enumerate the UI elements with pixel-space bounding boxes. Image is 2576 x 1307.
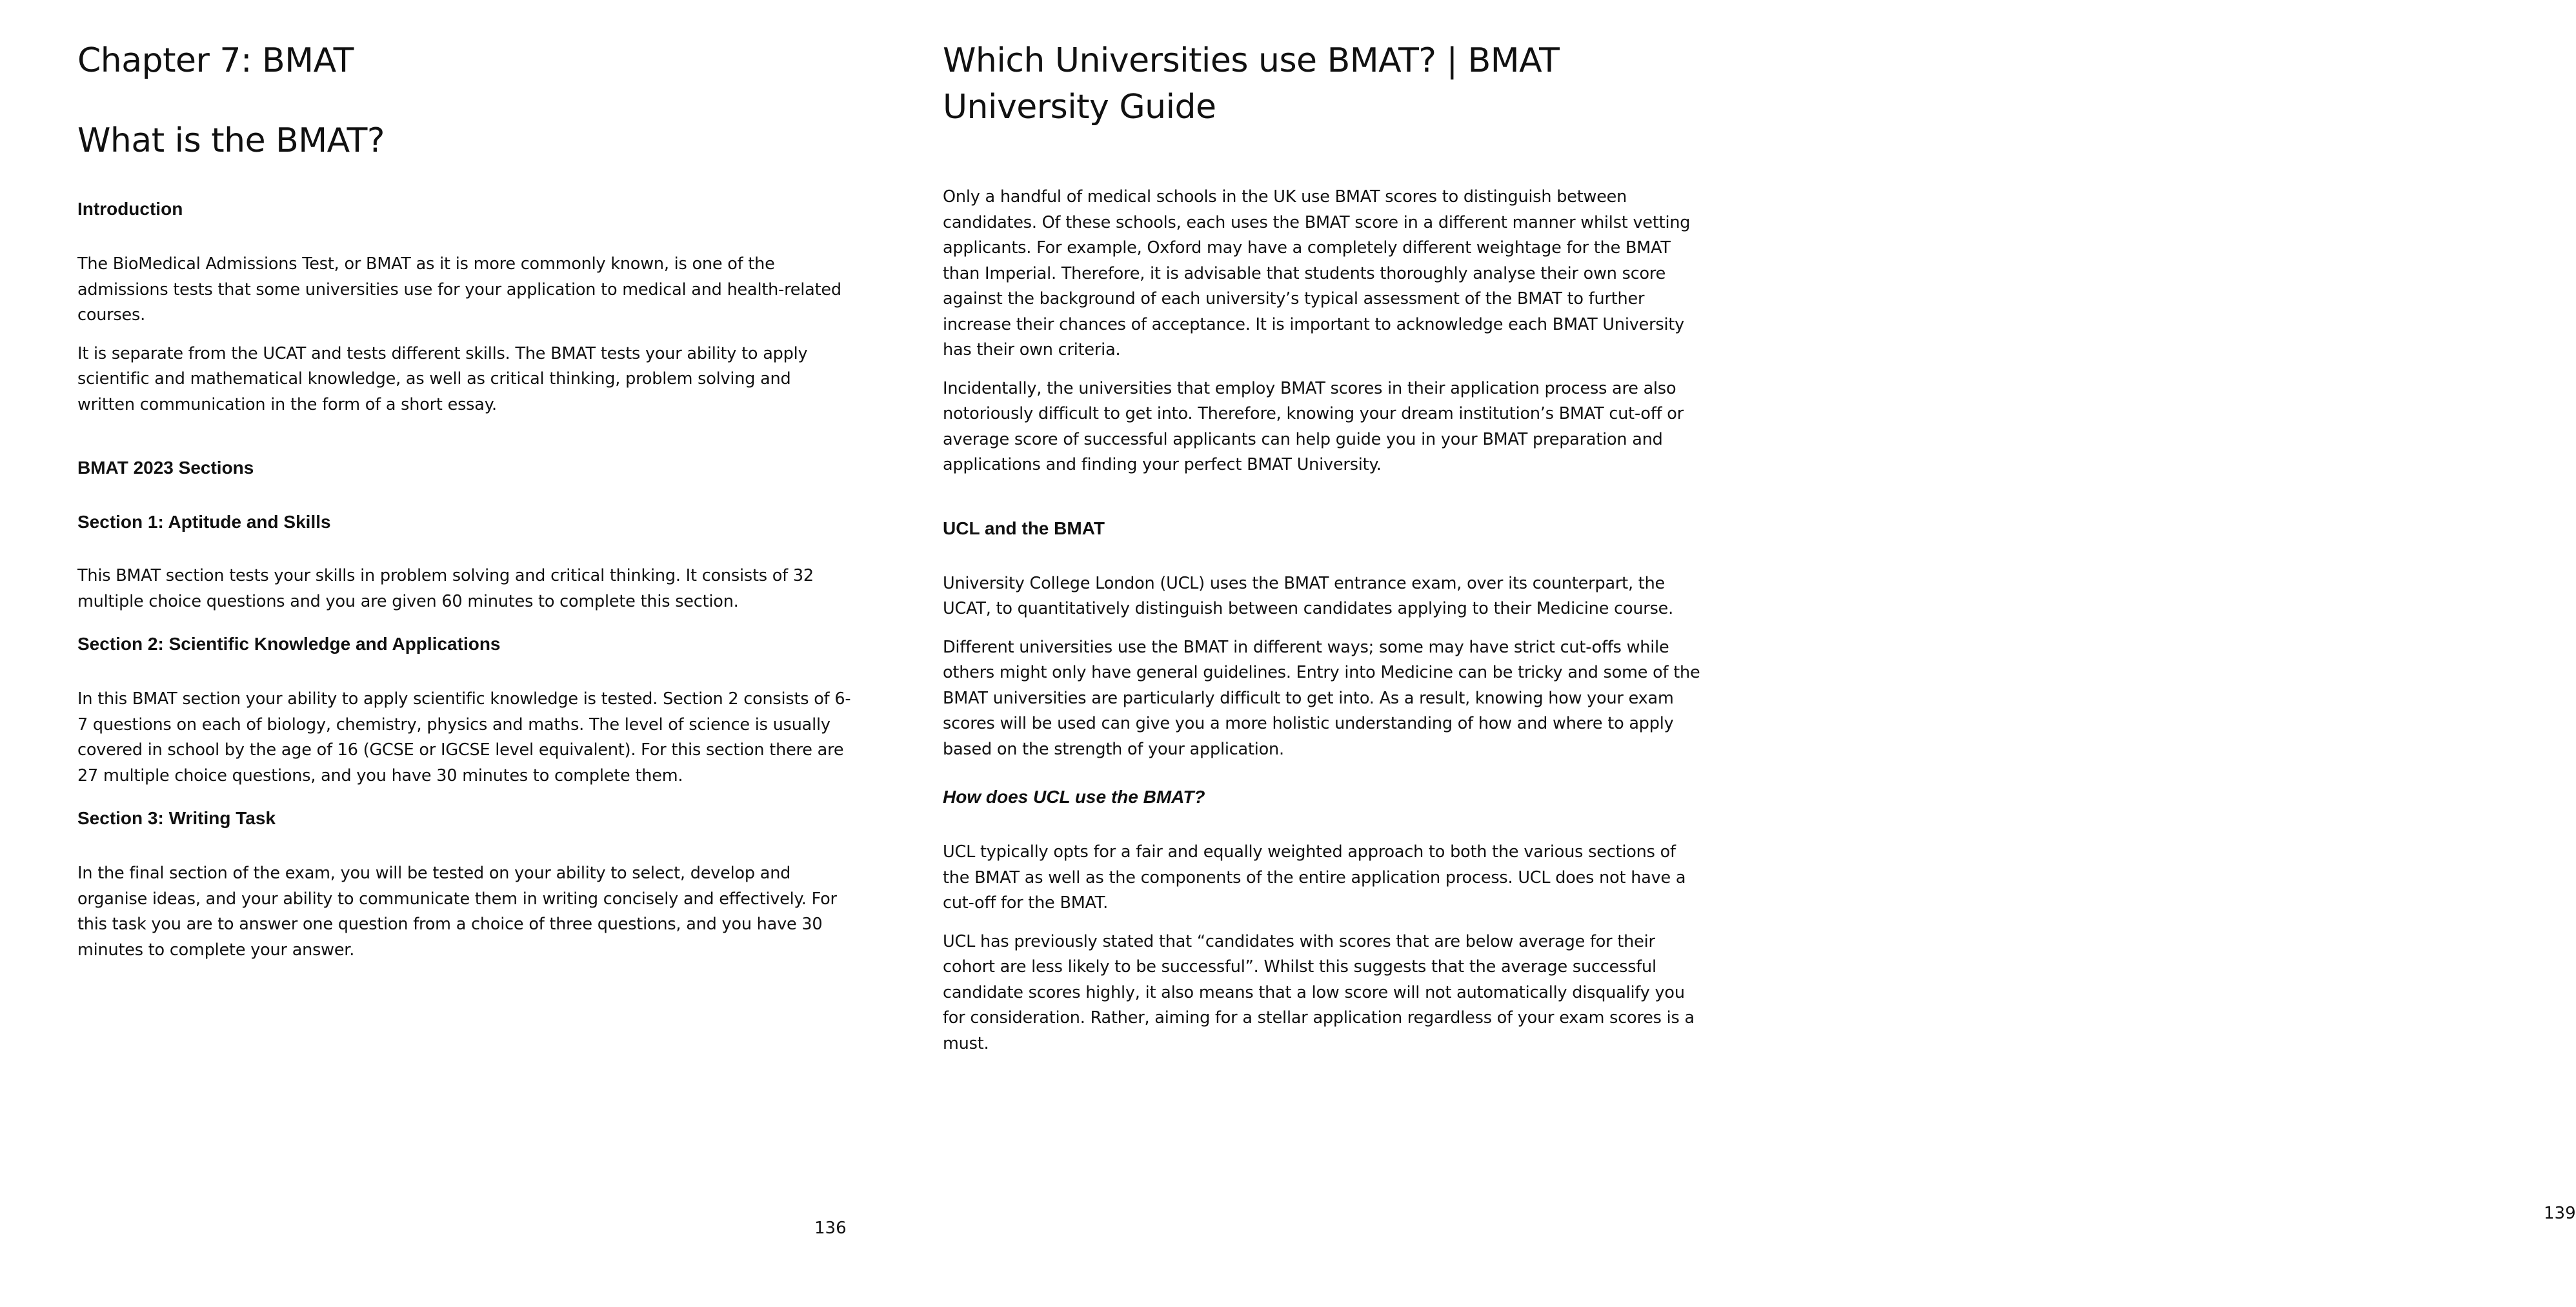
page-title: Which Universities use BMAT? | BMAT University Guide xyxy=(943,41,1560,127)
sections-heading: BMAT 2023 Sections xyxy=(77,458,254,478)
section-2-text: In this BMAT section your ability to apply scientific knowledge is tested. Section 2 consists of 6-7 questions on each of biology, chemistry, physics and maths. The level of science is usually covered in school by the age of 16 (GCSE or IGCSE level equivalent). For this section there are 27 multiple choice questions, and you have 30 minutes to complete them. xyxy=(77,689,851,785)
introduction-heading: Introduction xyxy=(77,199,183,219)
ucl-sub-paragraph: UCL has previously stated that “candidates with scores that are below average for their cohort are less likely to be successful”. Whilst this suggests that the average successful candidate scores highly, it also means that a low score will not automatically disqualify you for consideration. Rather, aiming for a stellar application regardless of your exam scores is a must. xyxy=(943,931,1695,1053)
section-1-heading: Section 1: Aptitude and Skills xyxy=(77,512,331,532)
left-page xyxy=(0,0,871,1307)
section-1-text: This BMAT section tests your skills in problem solving and critical thinking. It consists of 32 multiple choice questions and you are given 60 minutes to complete this section. xyxy=(77,566,814,611)
section-2-heading: Section 2: Scientific Knowledge and Applications xyxy=(77,634,501,654)
section-3-heading: Section 3: Writing Task xyxy=(77,808,276,828)
right-page-content xyxy=(943,37,1704,1069)
ucl-heading: UCL and the BMAT xyxy=(943,518,1105,538)
intro-paragraph: Only a handful of medical schools in the UK use BMAT scores to distinguish between candidates. Of these schools, each uses the BMAT score in a different manner whilst vetting applicants. For example, Oxford may have a completely different weightage for the BMAT than Imperial. Therefore, it is advisable that students thoroughly analyse their own score against the background of each university’s typical assessment of the BMAT to further increase their chances of acceptance. It is important to acknowledge each BMAT University has their own criteria. xyxy=(943,187,1691,360)
left-page-content xyxy=(77,37,852,976)
ucl-paragraph: Different universities use the BMAT in different ways; some may have strict cut-offs while others might only have general guidelines. Entry into Medicine can be tricky and some of the BMAT universities are particularly difficult to get into. As a result, knowing how your exam scores will be used can give you a more holistic understanding of how and where to apply based on the strength of your application. xyxy=(943,637,1700,759)
right-page xyxy=(871,0,2576,1307)
ucl-subheading: How does UCL use the BMAT? xyxy=(943,787,1205,807)
page-title: What is the BMAT? xyxy=(77,121,385,160)
ucl-paragraph: University College London (UCL) uses the BMAT entrance exam, over its counterpart, the UCAT, to quantitatively distinguish between candidates applying to their Medicine course. xyxy=(943,573,1674,618)
ucl-sub-paragraph: UCL typically opts for a fair and equally weighted approach to both the various sections of the BMAT as well as the components of the entire application process. UCL does not have a cut-off for the BMAT. xyxy=(943,842,1686,913)
page-number-left: 136 xyxy=(814,1219,847,1238)
page-number-right: 139 xyxy=(2544,1204,2576,1223)
chapter-title: Chapter 7: BMAT xyxy=(77,41,354,80)
intro-paragraph: Incidentally, the universities that employ BMAT scores in their application process are also notoriously difficult to get into. Therefore, knowing your dream institution’s BMAT cut-off or average score of successful applicants can help guide you in your BMAT preparation and applications and finding your perfect BMAT University. xyxy=(943,378,1684,474)
introduction-paragraph: The BioMedical Admissions Test, or BMAT as it is more commonly known, is one of the admissions tests that some universities use for your application to medical and health-related courses. xyxy=(77,254,841,325)
introduction-paragraph: It is separate from the UCAT and tests different skills. The BMAT tests your ability to apply scientific and mathematical knowledge, as well as critical thinking, problem solving and written communication in the form of a short essay. xyxy=(77,343,808,414)
section-3-text: In the final section of the exam, you will be tested on your ability to select, develop and organise ideas, and your ability to communicate them in writing concisely and effectively. For this task you are to answer one question from a choice of three questions, and you have 30 minutes to complete your answer. xyxy=(77,864,837,960)
